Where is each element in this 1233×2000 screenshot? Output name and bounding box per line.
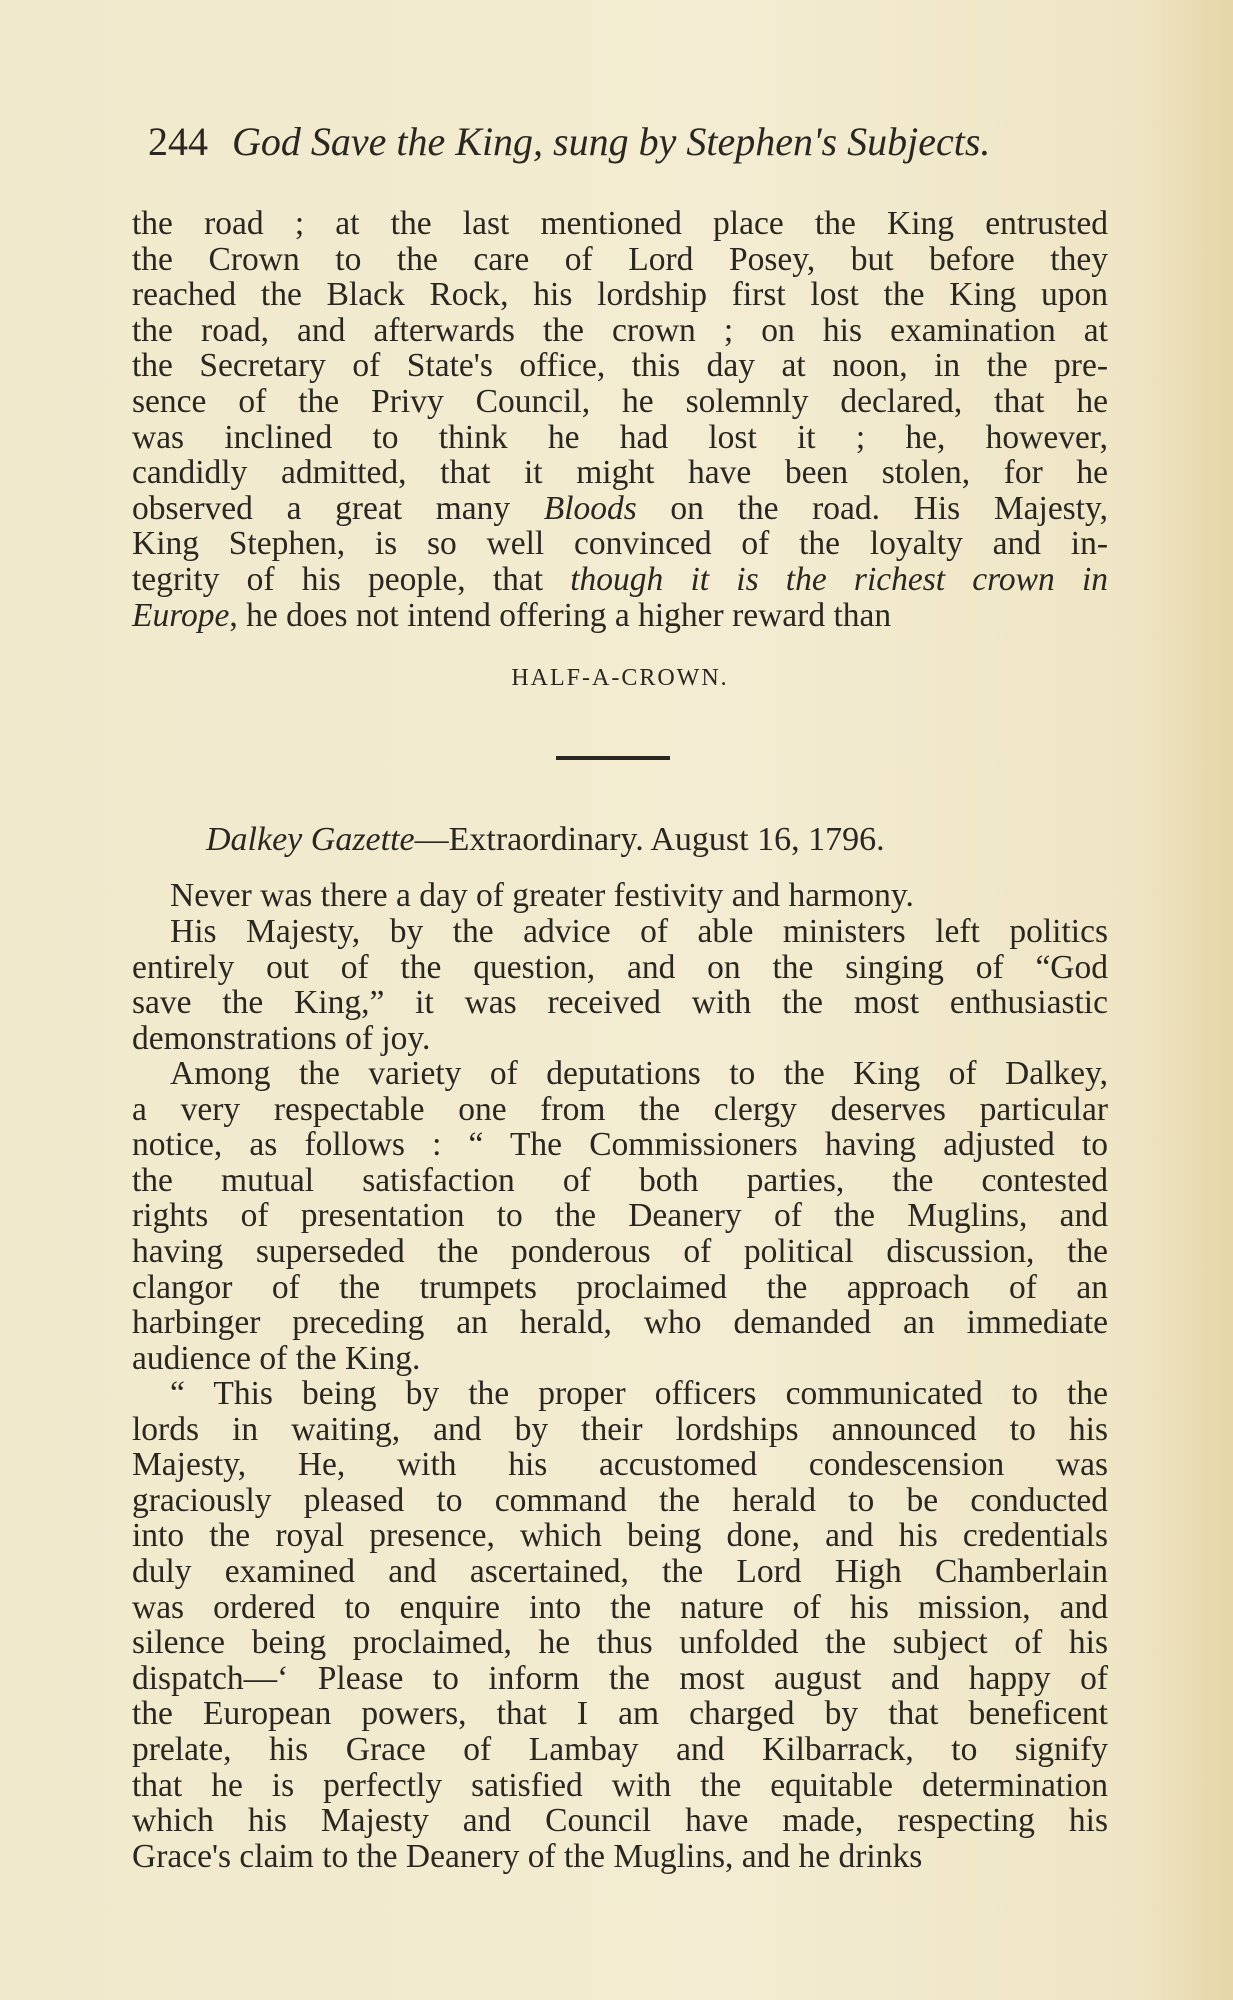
text-line: graciously pleased to command the herald to be conducted (132, 1481, 1108, 1519)
text-line: which his Majesty and Council have made, respecting his (132, 1802, 1108, 1840)
text-line: audience of the King. (132, 1339, 421, 1377)
text-line: lords in waiting, and by their lordships announced to his (132, 1410, 1108, 1448)
text-line: Majesty, He, with his accustomed condescension was (132, 1446, 1108, 1484)
text-line: a very respectable one from the clergy deserves particular (132, 1090, 1108, 1128)
section-divider (556, 756, 670, 760)
text-line: “ This being by the proper officers communicated to the (170, 1375, 1108, 1412)
text-line: the Crown to the care of Lord Posey, but before they (132, 240, 1108, 278)
text-line: the road, and afterwards the crown ; on his examination at (132, 311, 1108, 349)
half-a-crown-heading: HALF-A-CROWN. (511, 665, 729, 691)
text-line: Among the variety of deputations to the King of Dalkey, (170, 1055, 1108, 1092)
text-line: dispatch—‘ Please to inform the most august and happy of (132, 1659, 1108, 1697)
text-line: candidly admitted, that it might have been stolen, for he (132, 454, 1108, 492)
text-line: the Secretary of State's office, this day at noon, in the pre- (132, 347, 1108, 385)
text-line: the road ; at the last mentioned place the King entrusted (132, 205, 1108, 242)
text-line: the European powers, that I am charged by that beneficent (132, 1695, 1108, 1733)
text-line: reached the Black Rock, his lordship first lost the King upon (132, 276, 1108, 314)
text-line: the mutual satisfaction of both parties, the contested (132, 1161, 1108, 1199)
text-line: King Stephen, is so well convinced of the loyalty and in- (132, 525, 1108, 563)
text-line: Grace's claim to the Deanery of the Muglins, and he drinks (132, 1837, 923, 1875)
paragraph-herald (132, 1376, 1108, 1874)
text-line: prelate, his Grace of Lambay and Kilbarrack, to signify (132, 1730, 1108, 1768)
text-line: tegrity of his people, that though it is the richest crown in (132, 560, 1108, 598)
text-line: harbinger preceding an herald, who demanded an immediate (132, 1304, 1108, 1342)
text-line: observed a great many Bloods on the road. His Majesty, (132, 489, 1108, 527)
gazette-date: —Extraordinary. August 16, 1796. (414, 821, 885, 858)
text-line: was ordered to enquire into the nature of his mission, and (132, 1588, 1108, 1626)
paragraph-festivity (132, 878, 1108, 914)
text-line: duly examined and ascertained, the Lord High Chamberlain (132, 1552, 1108, 1590)
paragraph-road (132, 206, 1108, 633)
text-line: clangor of the trumpets proclaimed the approach of an (132, 1268, 1108, 1306)
text-line: into the royal presence, which being done, and his credentials (132, 1517, 1108, 1555)
text-line: that he is perfectly satisfied with the equitable determination (132, 1766, 1108, 1804)
gazette-name: Dalkey Gazette (206, 821, 415, 858)
text-line: His Majesty, by the advice of able ministers left politics (170, 913, 1108, 950)
page-number: 244 (148, 119, 208, 164)
text-line: sence of the Privy Council, he solemnly declared, that he (132, 382, 1108, 420)
text-line: entirely out of the question, and on the singing of “God (132, 948, 1108, 986)
text-line: Europe, he does not intend offering a higher reward than (132, 596, 892, 634)
text-line: silence being proclaimed, he thus unfolded the subject of his (132, 1624, 1108, 1662)
text-line: notice, as follows : “ The Commissioners having adjusted to (132, 1126, 1108, 1164)
paragraph-deputations (132, 1056, 1108, 1376)
text-line: having superseded the ponderous of political discussion, the (132, 1232, 1108, 1270)
text-line: save the King,” it was received with the most enthusiastic (132, 984, 1108, 1022)
running-title: God Save the King, sung by Stephen's Subjects. (232, 119, 991, 164)
text-line: was inclined to think he had lost it ; he, however, (132, 418, 1108, 456)
paragraph-politics (132, 914, 1108, 1056)
text-line: rights of presentation to the Deanery of the Muglins, and (132, 1197, 1108, 1235)
running-header (148, 118, 1108, 166)
gazette-heading (206, 820, 1106, 860)
text-line: demonstrations of joy. (132, 1019, 431, 1057)
text-line: Never was there a day of greater festivity and harmony. (170, 877, 914, 914)
